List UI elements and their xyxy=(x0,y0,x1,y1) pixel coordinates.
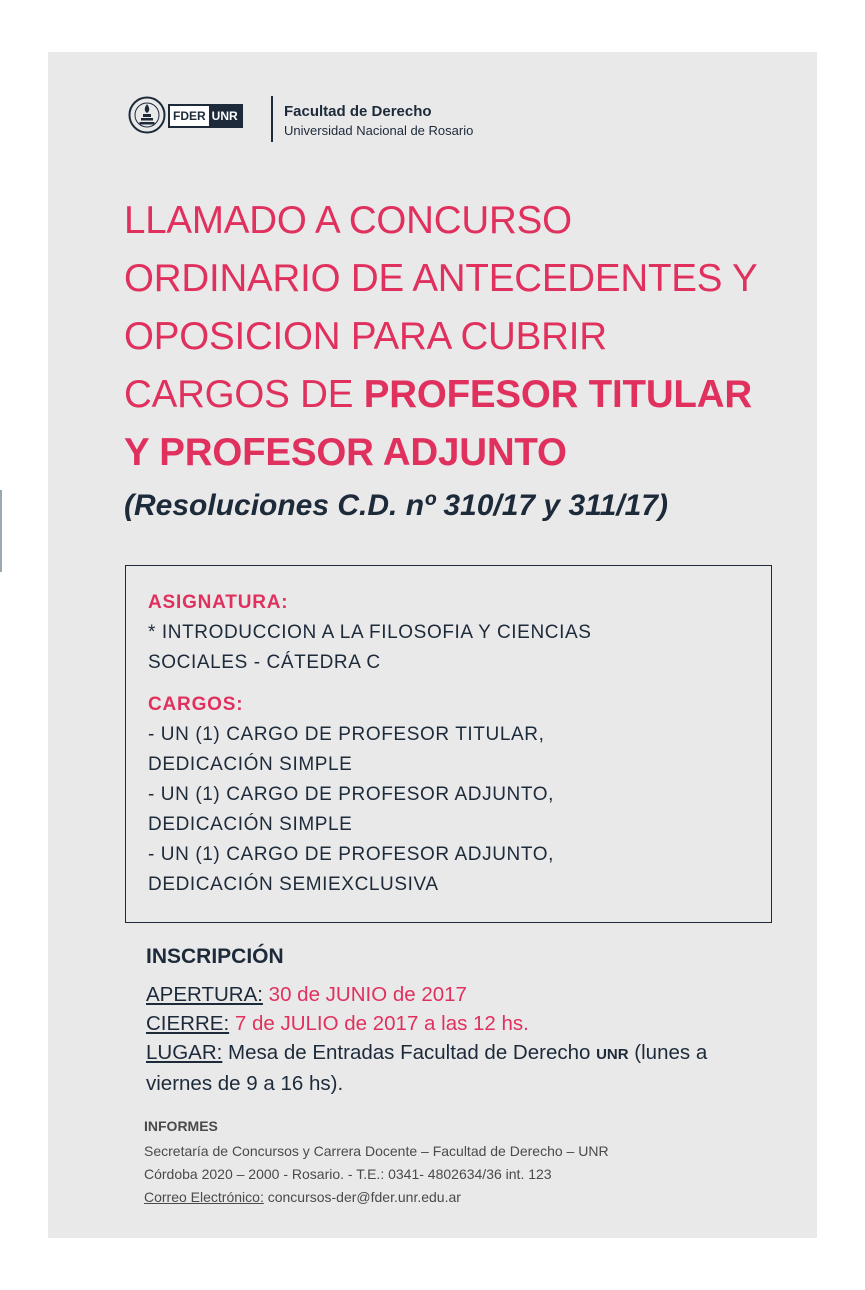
lugar-value: Mesa de Entradas Facultad de Derecho xyxy=(222,1041,597,1064)
info-box-content xyxy=(148,588,758,900)
cierre-row xyxy=(146,1009,776,1038)
lugar-tail: (lunes a xyxy=(628,1041,708,1064)
edge-mark xyxy=(0,490,2,572)
lugar-line-2: viernes de 9 a 16 hs). xyxy=(146,1072,344,1095)
cargo-3-line-1: - UN (1) CARGO DE PROFESOR ADJUNTO, xyxy=(148,844,554,865)
cargo-1-line-2: DEDICACIÓN SIMPLE xyxy=(148,754,353,775)
lugar-label: LUGAR: xyxy=(146,1041,223,1064)
header-divider xyxy=(271,96,273,142)
cargo-3-line-2: DEDICACIÓN SEMIEXCLUSIVA xyxy=(148,874,439,895)
title-line-5 xyxy=(124,424,814,482)
university-name: Universidad Nacional de Rosario xyxy=(284,123,474,138)
informes-title: INFORMES xyxy=(144,1118,218,1134)
fder-unr-logo xyxy=(168,104,243,128)
cargos-label: CARGOS: xyxy=(148,694,244,715)
apertura-label: APERTURA: xyxy=(146,983,263,1006)
inscripcion-title: INSCRIPCIÓN xyxy=(146,945,284,968)
informes-details xyxy=(144,1140,784,1209)
cierre-value: 7 de JULIO de 2017 a las 12 hs. xyxy=(229,1012,529,1035)
poster xyxy=(48,52,817,1238)
informes-line-1: Secretaría de Concursos y Carrera Docente – Facultad de Derecho – UNR xyxy=(144,1143,609,1159)
cierre-label: CIERRE: xyxy=(146,1012,230,1035)
cargo-1-line-1: - UN (1) CARGO DE PROFESOR TITULAR, xyxy=(148,724,545,745)
email-link[interactable]: concursos-der@fder.unr.edu.ar xyxy=(263,1189,461,1205)
apertura-row xyxy=(146,980,776,1009)
informes-line-2: Córdoba 2020 – 2000 - Rosario. - T.E.: 0341- 4802634/36 int. 123 xyxy=(144,1166,552,1182)
logo-fder-text: FDER xyxy=(170,106,209,126)
title-line-3: OPOSICION PARA CUBRIR xyxy=(124,315,607,358)
apertura-value: 30 de JUNIO de 2017 xyxy=(262,983,467,1006)
email-label: Correo Electrónico: xyxy=(144,1189,264,1205)
lugar-unr: UNR xyxy=(596,1046,629,1063)
logo-unr-text: UNR xyxy=(209,106,241,126)
title-line-1: LLAMADO A CONCURSO xyxy=(124,199,572,242)
asignatura-label: ASIGNATURA: xyxy=(148,592,289,613)
email-row xyxy=(144,1186,784,1209)
poster-title xyxy=(124,192,814,482)
cargo-2-line-2: DEDICACIÓN SIMPLE xyxy=(148,814,353,835)
info-box xyxy=(125,565,772,923)
lugar-row xyxy=(146,1038,776,1069)
resolutions: (Resoluciones C.D. nº 310/17 y 311/17) xyxy=(124,489,668,522)
title-line-5-bold: Y PROFESOR ADJUNTO xyxy=(124,431,567,474)
title-line-4 xyxy=(124,366,814,424)
title-line-4-bold: PROFESOR TITULAR xyxy=(363,373,752,416)
title-line-4-prefix: CARGOS DE xyxy=(124,373,364,416)
university-seal-icon xyxy=(128,96,166,134)
asignatura-line-1: * INTRODUCCION A LA FILOSOFIA Y CIENCIAS xyxy=(148,622,592,643)
inscripcion-details xyxy=(146,980,776,1098)
cargo-2-line-1: - UN (1) CARGO DE PROFESOR ADJUNTO, xyxy=(148,784,554,805)
asignatura-line-2: SOCIALES - CÁTEDRA C xyxy=(148,652,381,673)
title-line-2: ORDINARIO DE ANTECEDENTES Y xyxy=(124,257,758,300)
faculty-name: Facultad de Derecho xyxy=(284,103,432,120)
